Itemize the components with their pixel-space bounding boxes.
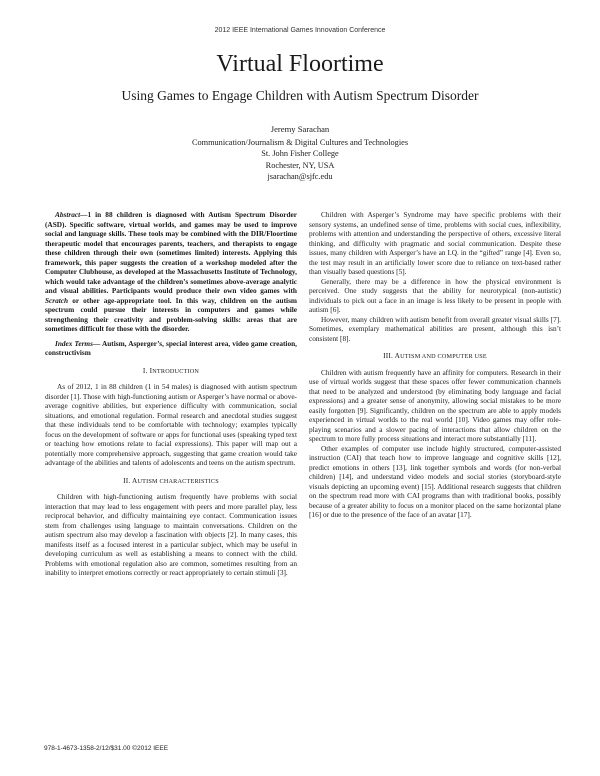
- section-heading-autism-computer-use: III. AUTISM AND COMPUTER USE: [383, 351, 487, 360]
- footer-isbn: 978-1-4673-1358-2/12/$31.00 ©2012 IEEE: [44, 745, 169, 752]
- author-email: jsarachan@sjfc.edu: [267, 171, 333, 181]
- index-terms-label: Index Terms: [55, 338, 93, 348]
- abstract-text-1: 1 in 88 children is diagnosed with Autism Spectrum Disorder (ASD). Specific software, virtual worlds, and games may be used to improve social and language skills. These tools may be combined with the DIR/Floortime therapeutic model that encourages parents, teachers, and therapists to engage these children through their own (sometimes limited) interests. Applying this framework, this paper suggests the creation of a workshop modeled after the Computer Clubhouse, as developed at the Massachusetts Institute of Technology, which would take advantage of the children’s sometimes above-average analytic and visual abilities. Participants would produce their own video games with: [45, 210, 297, 295]
- right-column: [309, 210, 561, 722]
- intro-paragraph: As of 2012, 1 in 88 children (1 in 54 males) is diagnosed with autism spectrum disorder [1]. Those with high-functioning autism or Asperger’s have normal or above-average cognitive abilities, but experience difficulty with communication, social situations, and emotional regulation. Formal research and anecdotal studies suggest that these individuals tend to be comfortable with technology; examples typically focus on the development of software or apps for functional uses (speaking typed text or teaching how emotions relate to facial expressions). This paper will map out a potentially more comprehensive approach, suggesting that game creation would take advantage of the abilities and talents of adolescents and teens on the autism spectrum.: [45, 382, 297, 467]
- author-department: Communication/Journalism & Digital Cultures and Technologies: [191, 138, 409, 148]
- left-column: [45, 210, 297, 722]
- abstract-label: Abstract: [55, 210, 81, 219]
- author-block: [0, 124, 600, 182]
- abstract-text-2: or other age-appropriate tool. In this way, children on the autism spectrum could pursue their interests in computers and games while strengthening their creativity and problem-solving skills: areas that are sometimes difficult for those with the disorder.: [45, 295, 297, 333]
- author-city: Rochester, NY, USA: [265, 160, 335, 170]
- computer-paragraph-1: Children with autism frequently have an affinity for computers. Research in their use of virtual worlds suggest that these spaces offer fewer communication channels that need to be analyzed and understood (by eliminating body language and facial expressions) and a greater sense of anonymity, allowing social mistakes to be more easily forgotten [9]. Significantly, children on the spectrum are able to apply models experienced in virtual worlds to the real world [10]. Video games may offer role-playing scenarios and a slower pacing of interactions that allow children on the spectrum to more fully process situations and interact more substantially [11].: [309, 367, 561, 443]
- conference-header: 2012 IEEE International Games Innovation Conference: [214, 27, 386, 34]
- author-name: Jeremy Sarachan: [270, 124, 330, 134]
- paper-title: Virtual Floortime: [216, 51, 384, 77]
- autism-paragraph-2: Children with Asperger’s Syndrome may have specific problems with their sensory systems, an undefined sense of time, problems with social cues, inflexibility, problems with attention and understanding the perspective of others, excessive literal thinking, and difficulty with pragmatic and social communication. Despite these issues, many children with Asperger’s have an I.Q. in the “gifted” range [4]. Even so, the test may result in an artificially lower score due to reliance on text-based rather than visually based questions [5].: [309, 210, 561, 276]
- autism-paragraph-1: Children with high-functioning autism frequently have problems with social interaction that may lead to less engagement with peers and more parallel play, less reciprocal behavior, and difficulty maintaining eye contact. Communication issues stem from challenges using language to maintain conversations. Children on the autism spectrum also may develop a fascination with objects [2]. In many cases, this manifests itself as a focused interest in a particular subject, which may be useful in developing curriculum as well as establishing a means to connect with the child. Problems with emotional regulation also are common, sometimes resulting from an inability to interpret emotions correctly or react appropriately to certain stimuli [3].: [45, 492, 297, 577]
- abstract-dash: —: [80, 210, 88, 219]
- index-terms: [45, 339, 297, 358]
- autism-paragraph-3: Generally, there may be a difference in how the physical environment is perceived. One study suggests that the ability for neurotypical (non-autistic) individuals to pick out a face in an image is less likely to be present in people with autism [6].: [309, 276, 561, 314]
- autism-paragraph-4: However, many children with autism benefit from overall greater visual skills [7]. Sometimes, exemplary mathematical abilities are present, although this isn’t consistent [8].: [309, 314, 561, 343]
- computer-paragraph-2: Other examples of computer use include highly structured, computer-assisted instruction (CAI) that teach how to improve language and cognitive skills [12], predict emotions in others [13], link together symbols and words (for non-verbal children) [14], and understand video models and social stories (storyboard-style visuals depicting an upcoming event) [15]. Additional research suggests that children on the spectrum read more with CAI programs than with traditional books, possibly because of a greater ability to focus on a monitor placed on the same horizontal plane [16] or due to the presence of the face of an avatar [17].: [309, 443, 561, 519]
- paper-subtitle: Using Games to Engage Children with Autism Spectrum Disorder: [121, 88, 479, 103]
- section-heading-autism-characteristics: II. AUTISM CHARACTERISTICS: [123, 475, 219, 485]
- index-terms-text: — Autism, Asperger’s, special interest area, video game creation, constructivism: [45, 338, 297, 357]
- section-heading-introduction: I. INTRODUCTION: [142, 365, 200, 375]
- abstract-scratch: Scratch: [45, 295, 69, 305]
- author-college: St. John Fisher College: [261, 149, 339, 159]
- abstract: [45, 210, 297, 334]
